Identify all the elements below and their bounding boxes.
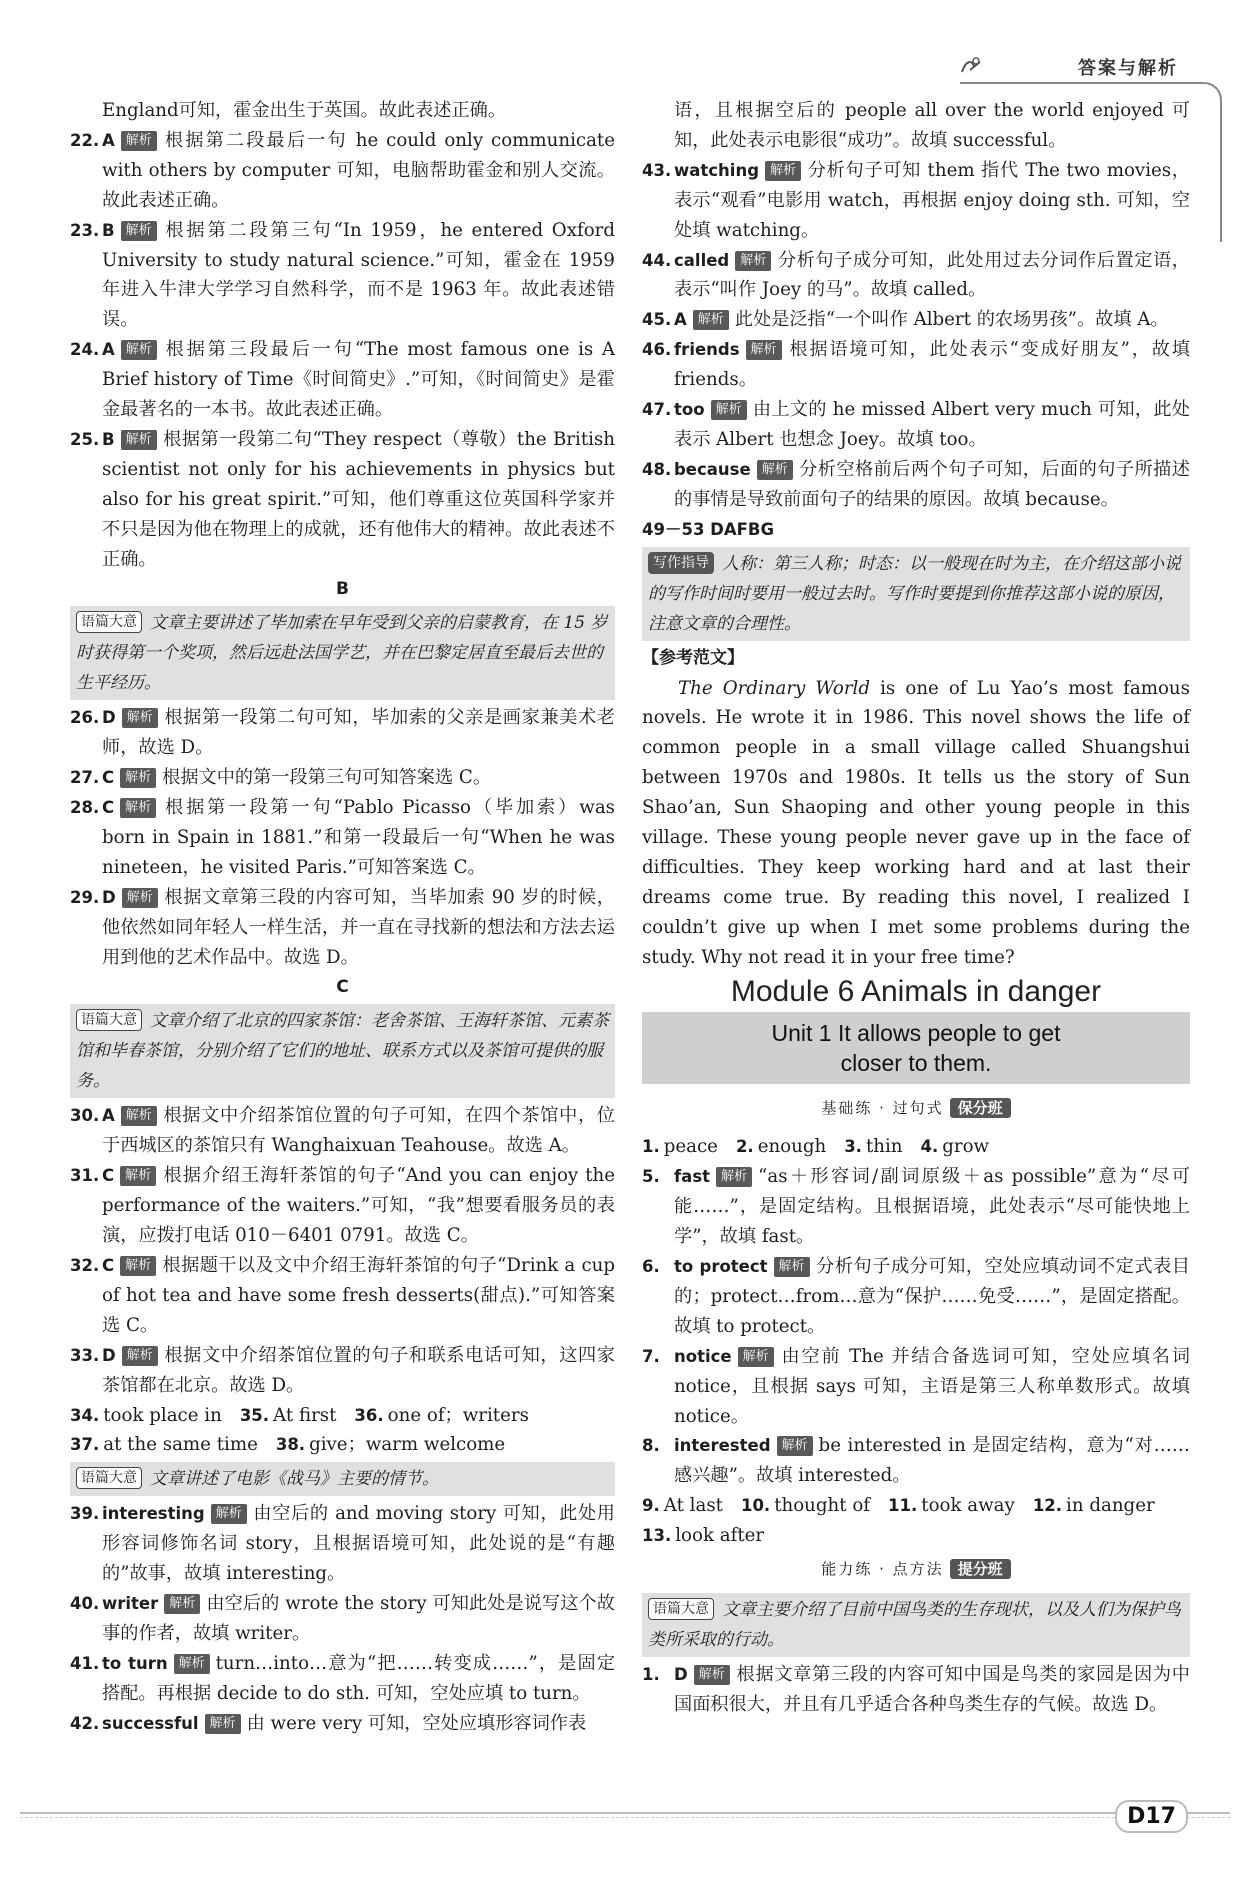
reference-essay (642, 674, 1190, 973)
item-number: 8. (642, 1436, 660, 1456)
answer-item (70, 425, 615, 575)
item-number: 32. (70, 1256, 100, 1275)
item-answer: C (102, 1256, 115, 1275)
band-ability-label: 能力练 · 点方法 (821, 1560, 944, 1579)
summary-d-text: 文章讲述了电影《战马》主要的情节。 (150, 1469, 439, 1490)
item-explanation: 由空后的 and moving story 可知，此处用形容词修饰名词 story，且根据语境可知，此处说的是“有趣的”故事，故填 interesting。 (102, 1503, 615, 1585)
summary-b-text: 文章主要讲述了毕加索在早年受到父亲的启蒙教育，在 15 岁时获得第一个奖项，然后远赴法国学艺，并在巴黎定居直至最后去世的生平经历。 (76, 613, 608, 694)
right-items-5-8 (642, 1162, 1190, 1491)
analysis-tag: 解析 (694, 1665, 730, 1685)
item-answer: look after (675, 1525, 765, 1547)
item-answer: in danger (1066, 1495, 1155, 1517)
item-number: 27. (70, 768, 100, 788)
item-explanation: 由空前 The 并结合备选词可知，空处应填名词 notice，且根据 says 可知，主语是第三人称单数形式。故填 notice。 (674, 1345, 1190, 1427)
item-number: 2. (735, 1137, 754, 1157)
summary-tag: 语篇大意 (76, 1467, 142, 1489)
item-explanation: 由上文的 he missed Albert very much 可知，此处表示 Albert 也想念 Joey。故填 too。 (674, 399, 1190, 450)
analysis-tag: 解析 (121, 1106, 157, 1126)
item-number: 26. (70, 708, 100, 728)
item-answer: at the same time (103, 1434, 258, 1456)
item-number: 25. (70, 429, 100, 449)
item-number: 45. (642, 310, 672, 330)
analysis-tag: 解析 (121, 221, 157, 241)
item-number: 44. (642, 250, 672, 270)
answers-37-38 (70, 1430, 615, 1460)
item-explanation: 此处是泛指“一个叫作 Albert 的农场男孩”。故填 A。 (734, 309, 1169, 331)
module-title: Module 6 Animals in danger (730, 974, 1102, 1008)
summary-tag: 语篇大意 (76, 611, 142, 633)
answers-13 (642, 1521, 1190, 1551)
item-explanation: be interested in 是固定结构，意为“对……感兴趣”。故填 interested。 (674, 1435, 1190, 1487)
item-answer: friends (674, 340, 740, 360)
left-intro: England可知，霍金出生于英国。故此表述正确。 (102, 100, 507, 121)
analysis-tag: 解析 (693, 310, 729, 330)
item-explanation: 根据介绍王海轩茶馆的句子“And you can enjoy the performance of the waiters.”可知，“我”想要看服务员的表演，应拨打电话 010－6401 0791。故选 C。 (102, 1165, 615, 1247)
answer-item (642, 335, 1190, 395)
unit-title-line2: closer to them. (840, 1050, 992, 1077)
summary-birds (642, 1593, 1190, 1657)
band-basic (642, 1094, 1190, 1124)
answer-item (70, 1709, 615, 1739)
item-number: 1. (642, 1664, 660, 1684)
item-explanation: 分析句子成分可知，空处应填动词不定式表目的；protect…from…意为“保护……免受……”，是固定搭配。故填 to protect。 (674, 1256, 1190, 1337)
analysis-tag: 解析 (757, 460, 793, 480)
item-answer: took away (921, 1495, 1015, 1517)
band-basic-badge: 保分班 (950, 1098, 1011, 1118)
item-number: 34. (70, 1405, 100, 1425)
item-explanation: 根据第一段第一句“Pablo Picasso（毕加索）was born in Spain in 1881.”和第一段最后一句“When he was nineteen，he visited Paris.”可知答案选 C。 (102, 797, 615, 878)
item-answer: D (102, 1345, 116, 1365)
band-basic-label: 基础练 · 过句式 (821, 1099, 944, 1118)
analysis-tag: 解析 (174, 1654, 210, 1674)
analysis-tag: 解析 (122, 708, 158, 728)
analysis-tag: 解析 (774, 1257, 810, 1277)
item-answer: D (674, 1664, 688, 1684)
section-b-letter: B (336, 578, 349, 599)
item-explanation: 根据语境可知，此处表示“变成好朋友”，故填 friends。 (674, 339, 1190, 391)
item-answer: to turn (102, 1653, 168, 1673)
item-answer: D (102, 887, 116, 907)
answer-item (642, 1431, 1190, 1491)
item-explanation: 分析句子成分可知，此处用过去分词作后置定语，表示“叫作 Joey 的马”。故填 called。 (674, 249, 1190, 301)
analysis-tag: 解析 (120, 768, 156, 788)
right-items (642, 156, 1190, 515)
item-number: 6. (642, 1257, 660, 1276)
analysis-tag: 解析 (711, 400, 747, 420)
item-answer: A (674, 310, 687, 330)
analysis-tag: 解析 (735, 251, 771, 271)
item-number: 37. (70, 1435, 100, 1455)
item-explanation: 根据文中介绍茶馆位置的句子和联系电话可知，这四家茶馆都在北京。故选 D。 (102, 1344, 615, 1396)
item-explanation: 根据第二段第三句“In 1959，he entered Oxford University to study natural science.”可知，霍金在 1959 年进入牛津大学学习自然科学，而不是 1963 年。故此表述错误。 (102, 219, 615, 331)
item-number: 12. (1032, 1496, 1063, 1516)
analysis-tag: 解析 (164, 1594, 200, 1614)
item-number: 28. (70, 798, 100, 818)
item-answer: thought of (774, 1495, 871, 1517)
item-answer: D (102, 708, 116, 728)
item-number: 41. (70, 1653, 100, 1673)
answer-item (70, 126, 615, 216)
item-number: 11. (888, 1496, 918, 1516)
item-answer: C (102, 798, 115, 818)
item-answer: to protect (674, 1257, 768, 1276)
writing-guide (642, 547, 1190, 641)
answer-item (642, 455, 1190, 515)
item-answer: grow (942, 1136, 990, 1158)
answers-9-12 (642, 1491, 1190, 1521)
item-answer: peace (663, 1136, 718, 1158)
answers-34-36 (70, 1401, 615, 1431)
item-number: 48. (642, 459, 672, 479)
item-answer: B (102, 429, 115, 449)
answer-item (642, 1342, 1190, 1432)
item-number: 5. (642, 1167, 660, 1187)
answer-item (642, 395, 1190, 455)
item-number: 40. (70, 1594, 100, 1614)
left-items (70, 126, 615, 575)
answer-item (70, 793, 615, 883)
left-items-d (70, 1499, 615, 1738)
answer-item (642, 305, 1190, 335)
header-title: 答案与解析 (1078, 58, 1178, 79)
item-answer: notice (674, 1346, 732, 1366)
answers-1-4 (642, 1132, 1190, 1162)
answer-item (70, 1101, 615, 1161)
answer-item (642, 1660, 1190, 1720)
summary-tag: 语篇大意 (648, 1598, 714, 1620)
item-explanation: 根据文中的第一段第三句可知答案选 C。 (162, 767, 492, 789)
answer-item (642, 1162, 1190, 1252)
summary-d (70, 1462, 615, 1496)
item-answer: A (102, 340, 115, 360)
answer-item (70, 335, 615, 425)
item-number: 23. (70, 220, 100, 240)
unit-title (642, 1012, 1190, 1084)
item-explanation: 分析空格前后两个句子可知，后面的句子所描述的事情是导致前面句子的结果的原因。故填 because。 (674, 458, 1190, 510)
item-number: 3. (844, 1137, 862, 1157)
item-explanation: 分析句子可知 them 指代 The two movies，表示“观看”电影用 watch，再根据 enjoy doing sth. 可知，空处填 watching。 (674, 159, 1190, 241)
answers-49-53: 49－53 DAFBG (642, 519, 775, 539)
summary-tag: 语篇大意 (76, 1009, 142, 1031)
analysis-tag: 解析 (211, 1504, 247, 1524)
item-number: 46. (642, 340, 672, 360)
item-answer: At last (663, 1495, 723, 1517)
band-ability (642, 1555, 1190, 1585)
item-number: 1. (642, 1137, 660, 1157)
item-number: 13. (642, 1526, 672, 1546)
answer-item (70, 1161, 615, 1251)
summary-birds-text: 文章主要介绍了目前中国鸟类的生存现状，以及人们为保护鸟类所采取的行动。 (648, 1599, 1181, 1650)
item-answer: give；warm welcome (309, 1434, 506, 1456)
answer-item (70, 763, 615, 793)
left-items-c (70, 1101, 615, 1400)
item-answer: At first (273, 1404, 337, 1426)
analysis-tag: 解析 (777, 1436, 813, 1456)
item-number: 4. (920, 1137, 939, 1157)
footer-line (20, 1812, 1230, 1818)
summary-c-text: 文章介绍了北京的四家茶馆：老舍茶馆、王海轩茶馆、元素茶馆和毕春茶馆，分别介绍了它们的地址、联系方式以及茶馆可提供的服务。 (76, 1011, 609, 1092)
item-answer: took place in (103, 1404, 222, 1426)
answer-item (70, 1499, 615, 1589)
left-items-b (70, 703, 615, 972)
band-ability-badge: 提分班 (950, 1559, 1011, 1579)
analysis-tag: 解析 (121, 340, 157, 360)
item-answer: C (102, 768, 115, 788)
item-answer: one of；writers (387, 1404, 529, 1426)
analysis-tag: 解析 (121, 430, 157, 450)
item-answer: too (674, 400, 705, 420)
right-column (642, 96, 1190, 1720)
item-explanation: 根据题干以及文中介绍王海轩茶馆的句子“Drink a cup of hot tea and have some fresh desserts(甜点).”可知答案选 C。 (102, 1255, 615, 1336)
item-answer: enough (757, 1136, 827, 1158)
right-intro: 语，且根据空后的 people all over the world enjoyed 可知，此处表示电影很“成功”。故填 successful。 (674, 100, 1190, 151)
essay-text: is one of Lu Yao’s most famous novels. He wrote it in 1986. This novel shows the life of common people in a small village called Shuangshui between 1970s and 1980s. It tells us the story of Sun Shao’an, Sun Shaoping and other young people in this village. These young people never gave up in the face of difficulties. They keep working hard and at last their dreams come true. By reading this novel, I realized I couldn’t give up when I met some problems during the study. Why not read it in your free time? (642, 677, 1190, 968)
item-answer: C (102, 1166, 115, 1186)
reference-title: 【参考范文】 (642, 647, 744, 668)
answer-item (70, 883, 615, 973)
analysis-tag: 解析 (738, 1347, 774, 1367)
analysis-tag: 解析 (122, 1346, 158, 1366)
item-number: 29. (70, 887, 100, 907)
analysis-tag: 解析 (121, 131, 157, 151)
item-number: 42. (70, 1713, 100, 1733)
item-answer: fast (674, 1167, 711, 1187)
item-explanation: 由 were very 可知，空处应填形容词作表 (246, 1712, 587, 1734)
item-number: 35. (239, 1405, 270, 1425)
header-icon (960, 56, 984, 76)
analysis-tag: 解析 (205, 1714, 241, 1734)
answer-item (642, 246, 1190, 306)
answer-item (70, 703, 615, 763)
item-number: 33. (70, 1345, 100, 1365)
item-explanation: 根据第一段第二句可知，毕加索的父亲是画家兼美术老师，故选 D。 (102, 707, 615, 759)
item-explanation: 根据第二段最后一句 he could only communicate with others by computer 可知，电脑帮助霍金和别人交流。故此表述正确。 (102, 129, 615, 211)
analysis-tag: 解析 (765, 161, 801, 181)
answer-item (70, 1589, 615, 1649)
item-number: 39. (70, 1504, 100, 1524)
answer-item (70, 1341, 615, 1401)
item-explanation: turn…into…意为“把……转变成……”，是固定搭配。再根据 decide to do sth. 可知，空处应填 to turn。 (102, 1652, 615, 1704)
item-number: 7. (642, 1346, 660, 1366)
item-answer: successful (102, 1713, 199, 1733)
item-number: 22. (70, 130, 100, 150)
analysis-tag: 解析 (120, 798, 156, 818)
item-answer: called (674, 250, 730, 270)
item-number: 31. (70, 1166, 100, 1186)
item-answer: interesting (102, 1504, 205, 1524)
answer-item (642, 1252, 1190, 1342)
section-c-letter: C (336, 976, 349, 997)
item-number: 30. (70, 1106, 100, 1126)
item-explanation: 由空后的 wrote the story 可知此处是说写这个故事的作者，故填 writer。 (102, 1593, 615, 1644)
analysis-tag: 解析 (120, 1166, 156, 1186)
right-item-last (642, 1660, 1190, 1720)
item-answer: A (102, 1106, 115, 1126)
essay-book-title: The Ordinary World (678, 677, 870, 699)
writing-guide-text: 人称：第三人称；时态：以一般现在时为主，在介绍这部小说的写作时间时要用一般过去时。写作时要提到你推荐这部小说的原因，注意文章的合理性。 (648, 553, 1181, 634)
item-answer: because (674, 459, 751, 479)
item-number: 24. (70, 340, 100, 360)
analysis-tag: 解析 (122, 888, 158, 908)
page-number: D17 (1115, 1800, 1188, 1833)
item-answer: watching (674, 160, 760, 180)
item-explanation: 根据文中介绍茶馆位置的句子可知，在四个茶馆中，位于西城区的茶馆只有 Wanghaixuan Teahouse。故选 A。 (102, 1105, 615, 1157)
analysis-tag: 解析 (120, 1256, 156, 1276)
writing-tag: 写作指导 (648, 552, 714, 574)
left-column (70, 96, 615, 1739)
item-number: 9. (642, 1496, 660, 1516)
summary-b (70, 606, 615, 700)
item-answer: interested (674, 1436, 771, 1456)
answer-item (642, 156, 1190, 246)
item-answer: A (102, 130, 115, 150)
item-number: 43. (642, 160, 672, 180)
analysis-tag: 解析 (746, 340, 782, 360)
analysis-tag: 解析 (716, 1167, 752, 1187)
item-explanation: “as＋形容词/副词原级＋as possible”意为“尽可能……”，是固定结构。且根据语境，此处表示“尽可能快地上学”，故填 fast。 (674, 1166, 1190, 1248)
unit-title-line1: Unit 1 It allows people to get (771, 1020, 1061, 1047)
item-explanation: 根据文章第三段的内容可知，当毕加索 90 岁的时候，他依然如同年轻人一样生活，并一直在寻找新的想法和方法去运用到他的艺术作品中。故选 D。 (102, 886, 615, 968)
answer-item (70, 1251, 615, 1341)
item-answer: writer (102, 1594, 159, 1614)
item-answer: thin (865, 1136, 903, 1158)
item-explanation: 根据第三段最后一句“The most famous one is A Brief history of Time《时间简史》.”可知，《时间简史》是霍金最著名的一本书。故此表述正确。 (102, 339, 615, 421)
item-explanation: 根据第一段第二句“They respect（尊敬）the British scientist not only for his achievements in physics but also for his great spirit.”可知，他们尊重这位英国科学家并不只是因为他在物理上的成就，还有他伟大的精神。故此表述不正确。 (102, 428, 615, 570)
answer-item (70, 216, 615, 336)
item-number: 36. (354, 1405, 384, 1425)
item-answer: B (102, 220, 115, 240)
summary-c (70, 1004, 615, 1098)
item-explanation: 根据文章第三段的内容可知中国是鸟类的家园是因为中国面积很大，并且有几乎适合各种鸟类生存的气候。故选 D。 (674, 1663, 1190, 1715)
answer-item (70, 1649, 615, 1709)
item-number: 47. (642, 400, 672, 420)
item-number: 10. (740, 1496, 771, 1516)
item-number: 38. (275, 1435, 306, 1455)
